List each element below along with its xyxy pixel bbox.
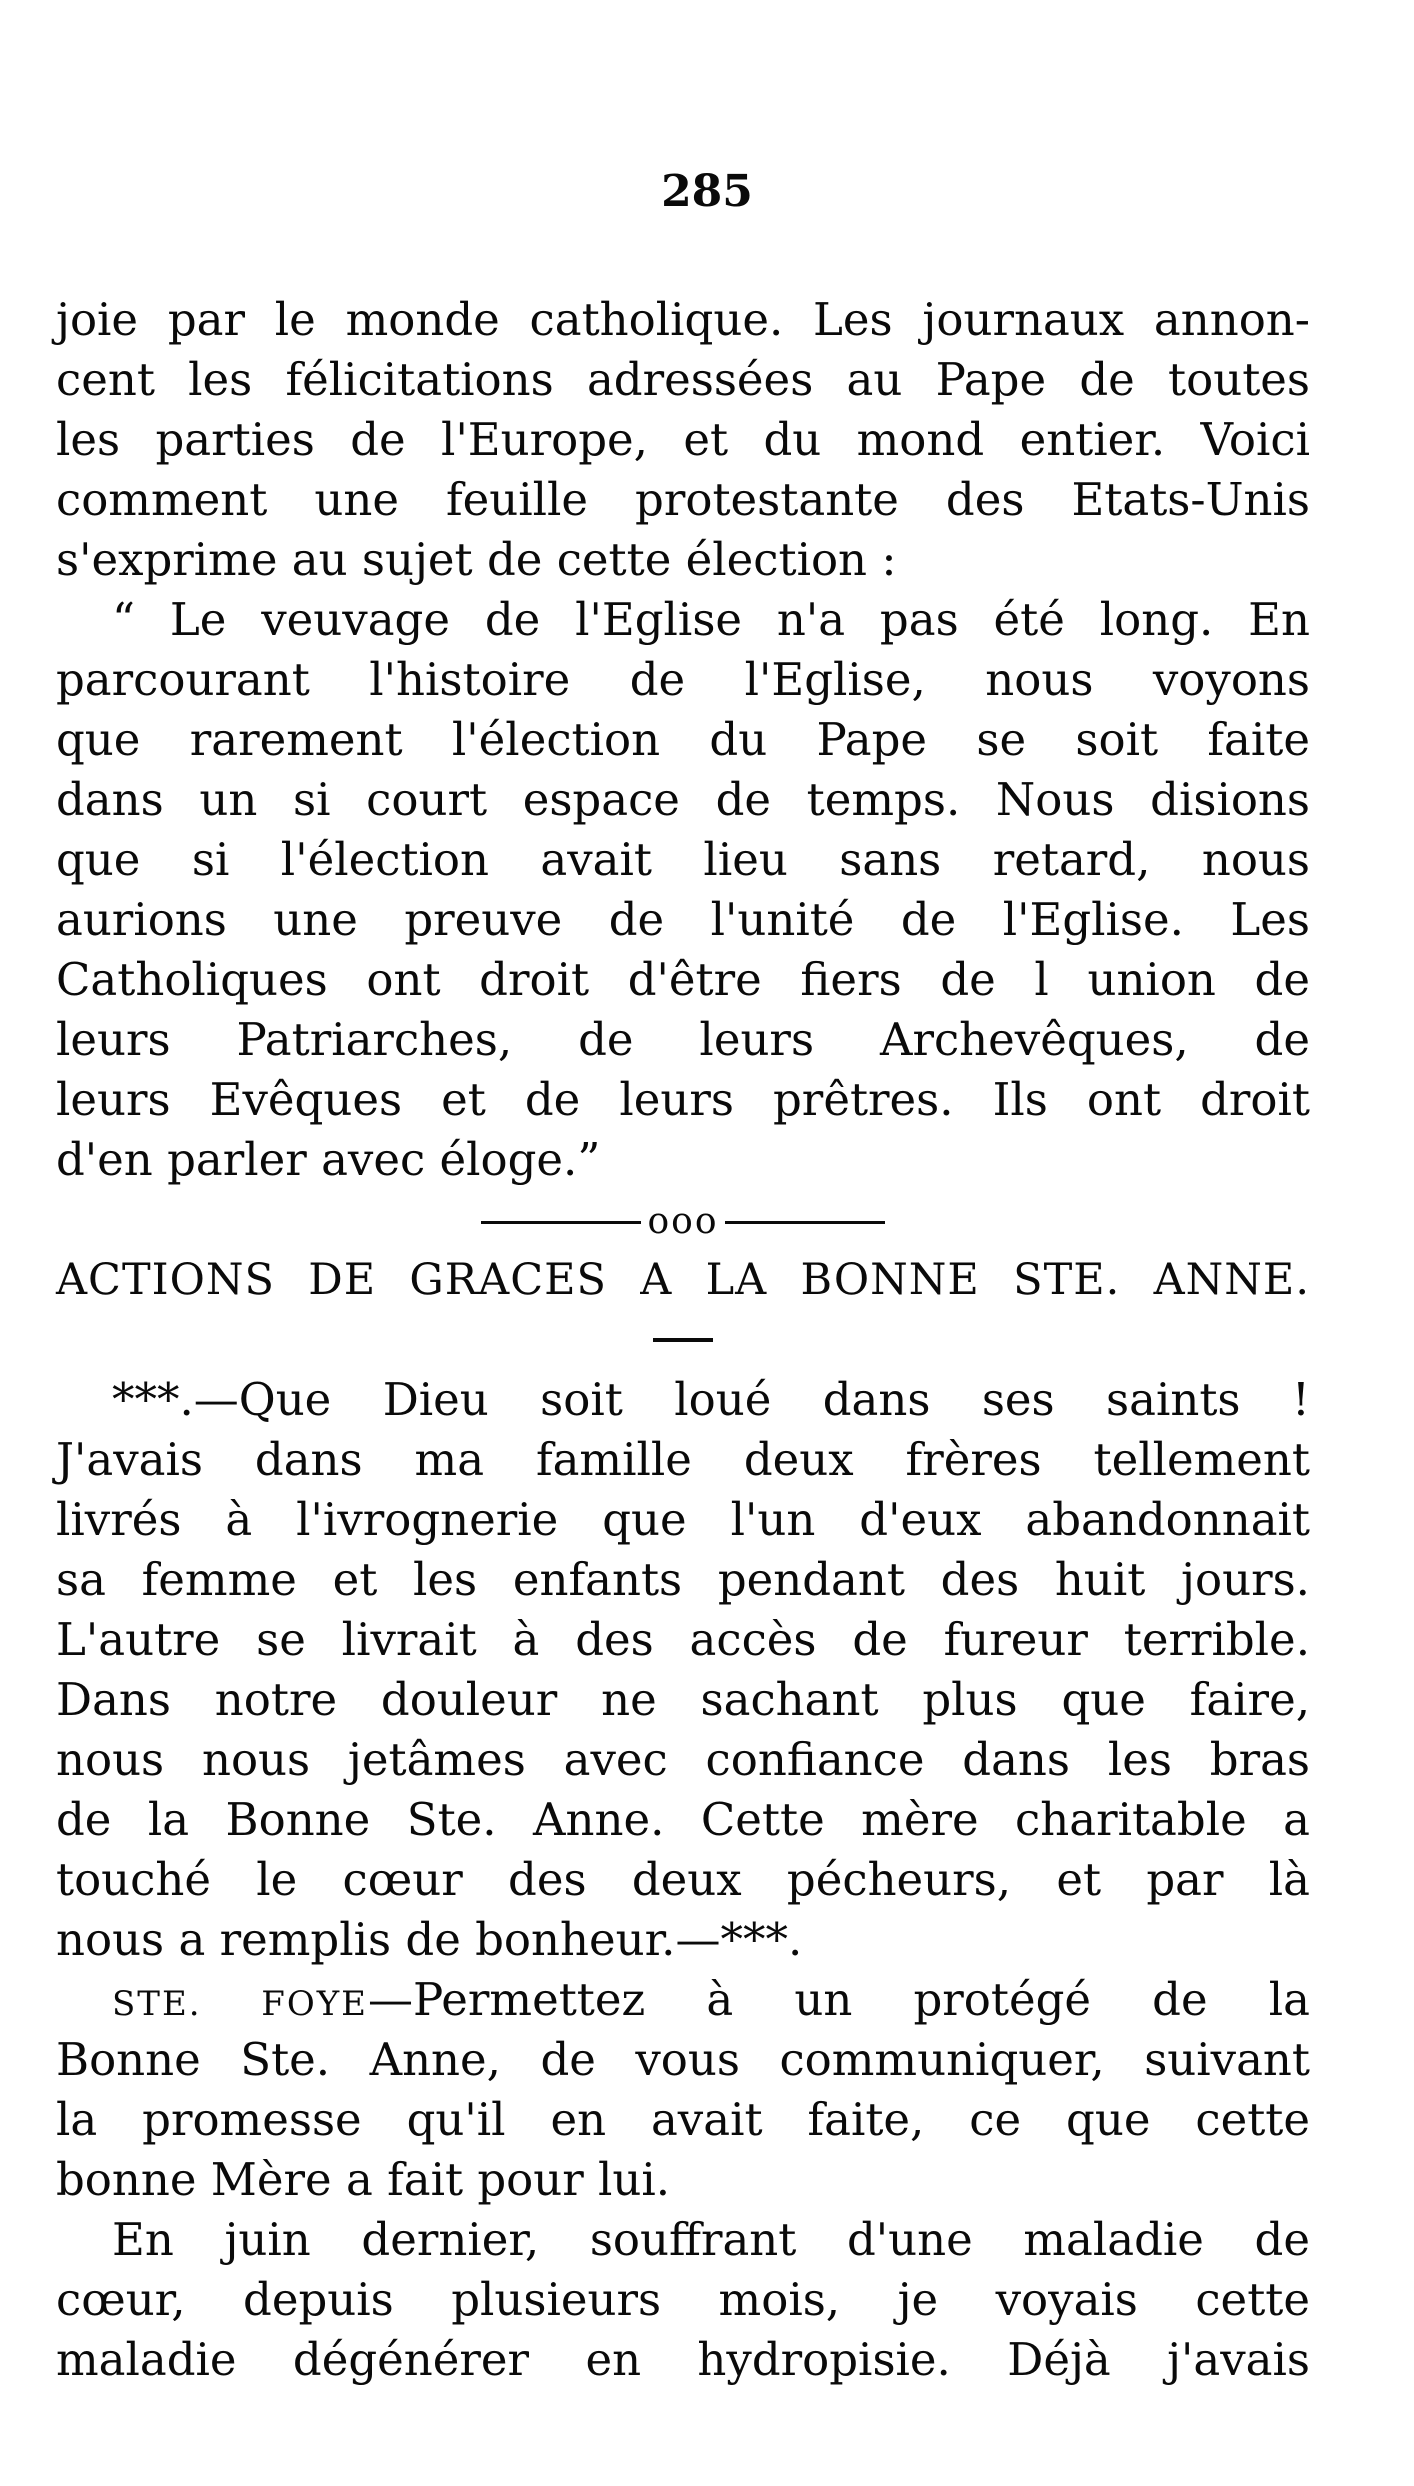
quotation-paragraph — [56, 590, 1310, 1190]
text-fragment: —Permettez à un protégé de la — [368, 1973, 1310, 2026]
text-line: dans un si court espace de temps. Nous disions — [56, 773, 1310, 826]
text-line: ***.—Que Dieu soit loué dans ses saints ! — [112, 1373, 1310, 1426]
text-line: bonne Mère a fait pour lui. — [56, 2153, 671, 2206]
section-heading: ACTIONS DE GRACES A LA BONNE STE. ANNE. — [56, 1255, 1310, 1305]
text-line: leurs Patriarches, de leurs Archevêques, de — [56, 1013, 1310, 1066]
text-line: En juin dernier, souffrant d'une maladie de — [112, 2213, 1310, 2266]
text-line: comment une feuille protestante des Etats-Unis — [56, 473, 1310, 526]
paragraph-closing — [56, 2210, 1310, 2390]
text-line: sa femme et les enfants pendant des huit jours. — [56, 1553, 1310, 1606]
text-line: aurions une preuve de l'unité de l'Eglise. Les — [56, 893, 1310, 946]
text-line: J'avais dans ma famille deux frères tellement — [56, 1433, 1310, 1486]
short-rule-mark — [653, 1338, 713, 1342]
section-separator — [56, 1190, 1310, 1250]
text-line: la promesse qu'il en avait faite, ce que cette — [56, 2093, 1310, 2146]
separator-rule-right — [725, 1221, 885, 1224]
separator-rule-left — [481, 1221, 641, 1224]
text-line: livrés à l'ivrognerie que l'un d'eux abandonnait — [56, 1493, 1310, 1546]
text-line: que si l'élection avait lieu sans retard, nous — [56, 833, 1310, 886]
text-line: joie par le monde catholique. Les journaux annon- — [56, 293, 1310, 346]
text-line: que rarement l'élection du Pape se soit faite — [56, 713, 1310, 766]
page-body — [56, 290, 1310, 2390]
text-line: s'exprime au sujet de cette élection : — [56, 533, 897, 586]
text-line: d'en parler avec éloge.” — [56, 1133, 601, 1186]
place-name: STE. FOYE — [112, 1984, 368, 2024]
text-line: Bonne Ste. Anne, de vous communiquer, suivant — [56, 2033, 1310, 2086]
heading-short-rule — [56, 1310, 1310, 1370]
text-line: “ Le veuvage de l'Eglise n'a pas été long. En — [112, 593, 1310, 646]
text-line: de la Bonne Ste. Anne. Cette mère charitable a — [56, 1793, 1310, 1846]
text-line — [56, 1970, 1310, 2030]
paragraph-opening — [56, 290, 1310, 590]
text-line: Dans notre douleur ne sachant plus que faire, — [56, 1673, 1310, 1726]
text-line: touché le cœur des deux pécheurs, et par là — [56, 1853, 1310, 1906]
text-line: maladie dégénérer en hydropisie. Déjà j'avais — [56, 2333, 1310, 2386]
text-line: les parties de l'Europe, et du mond entier. Voici — [56, 413, 1310, 466]
text-line: leurs Evêques et de leurs prêtres. Ils ont droit — [56, 1073, 1310, 1126]
text-line: cent les félicitations adressées au Pape de toutes — [56, 353, 1310, 406]
testimony-ste-foye — [56, 1970, 1310, 2210]
text-line: Catholiques ont droit d'être fiers de l union de — [56, 953, 1310, 1006]
text-line: L'autre se livrait à des accès de fureur terrible. — [56, 1613, 1310, 1666]
text-line: parcourant l'histoire de l'Eglise, nous voyons — [56, 653, 1310, 706]
text-line: cœur, depuis plusieurs mois, je voyais cette — [56, 2273, 1310, 2326]
text-line: nous a remplis de bonheur.—***. — [56, 1913, 803, 1966]
text-line: nous nous jetâmes avec confiance dans les bras — [56, 1733, 1310, 1786]
separator-ornament: ooo — [647, 1201, 719, 1242]
page-number: 285 — [661, 166, 753, 217]
testimony-anonymous — [56, 1370, 1310, 1970]
